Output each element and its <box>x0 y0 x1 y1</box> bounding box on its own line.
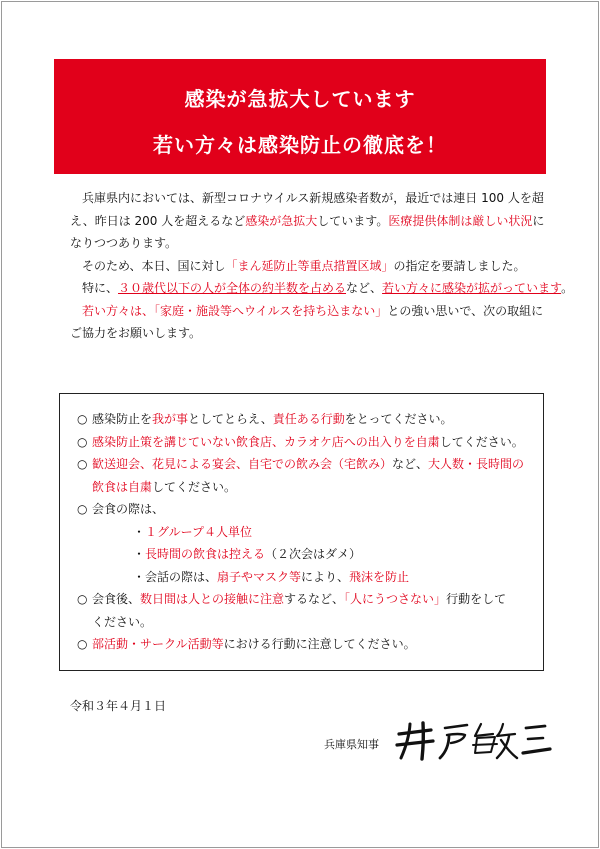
highlight-under-30s: ３０歳代以下の人が全体の約半数を占める <box>118 281 347 295</box>
headline-banner <box>54 59 546 174</box>
circle-bullet-icon: ○ <box>77 434 88 449</box>
circle-bullet-icon: ○ <box>77 592 88 606</box>
intro-line-6: 若い方々は、「家庭・施設等へウイルスを持ち込まない」との強い思いで、次の取組に <box>82 303 544 318</box>
headline-line-1: 感染が急拡大しています <box>184 87 416 111</box>
sub-item-duration: ・長時間の飲食は控える（２次会はダメ） <box>133 547 362 561</box>
circle-bullet-icon: ○ <box>77 412 88 426</box>
highlight-priority-measures: 「まん延防止等重点措置区域」 <box>225 258 394 273</box>
intro-line-2: え、昨日は 200 人を超えるなど感染が急拡大しています。医療提供体制は厳しい状況に <box>70 213 545 228</box>
intro-line-5: 特に、３０歳代以下の人が全体の約半数を占めるなど、若い方々に感染が拡がっています。 <box>82 281 574 295</box>
highlight-no-virus-home: 「家庭・施設等へウイルスを持ち込まない」 <box>154 303 388 318</box>
circle-bullet-icon: ○ <box>77 457 88 471</box>
intro-line-1: 兵庫県内においては、新型コロナウイルス新規感染者数が，最近では連日 100 人を超 <box>82 191 544 205</box>
measure-1: ○ 感染防止を我が事としてとらえ、責任ある行動をとってください。 <box>77 408 524 431</box>
governor-title: 兵庫県知事 <box>324 738 379 751</box>
measures-box <box>59 393 544 671</box>
highlight-rapid-spread: 感染が急拡大 <box>245 213 318 228</box>
governor-signature <box>393 718 553 762</box>
issue-date: 令和３年４月１日 <box>70 699 167 713</box>
measure-3-cont: 飲食は自粛してください。 <box>92 479 237 494</box>
sub-item-masks: ・会話の際は、扇子やマスク等により、飛沫を防止 <box>133 569 410 584</box>
circle-bullet-icon: ○ <box>77 637 88 651</box>
intro-line-3: なりつつあります。 <box>70 236 178 250</box>
sub-item-group-size: ・１グループ４人単位 <box>133 524 253 539</box>
measure-5-cont: ください。 <box>92 614 153 629</box>
headline-line-2: 若い方々は感染防止の徹底を！ <box>153 133 447 157</box>
measure-2: ○ 感染防止策を講じていない飲食店、カラオケ店への出入りを自粛してください。 <box>77 431 524 454</box>
measure-4: ○ 会食の際は、 <box>77 498 524 521</box>
highlight-young-spread: 若い方々に感染が拡がっています <box>382 281 562 295</box>
measure-5: ○ 会食後、数日間は人との接触に注意するなど、「人にうつさない」行動をして <box>77 588 524 611</box>
measure-6: ○ 部活動・サークル活動等における行動に注意してください。 <box>77 633 524 656</box>
circle-bullet-icon: ○ <box>77 502 88 516</box>
intro-text <box>70 187 574 345</box>
measure-3: ○ 歓送迎会、花見による宴会、自宅での飲み会（宅飲み）など、大人数・長時間の <box>77 453 524 476</box>
highlight-medical-system: 医療提供体制は厳しい状況 <box>388 213 533 228</box>
intro-line-7: ご協力をお願いします。 <box>70 326 202 340</box>
intro-line-4: そのため、本日、国に対し「まん延防止等重点措置区域」の指定を要請しました。 <box>82 258 526 273</box>
